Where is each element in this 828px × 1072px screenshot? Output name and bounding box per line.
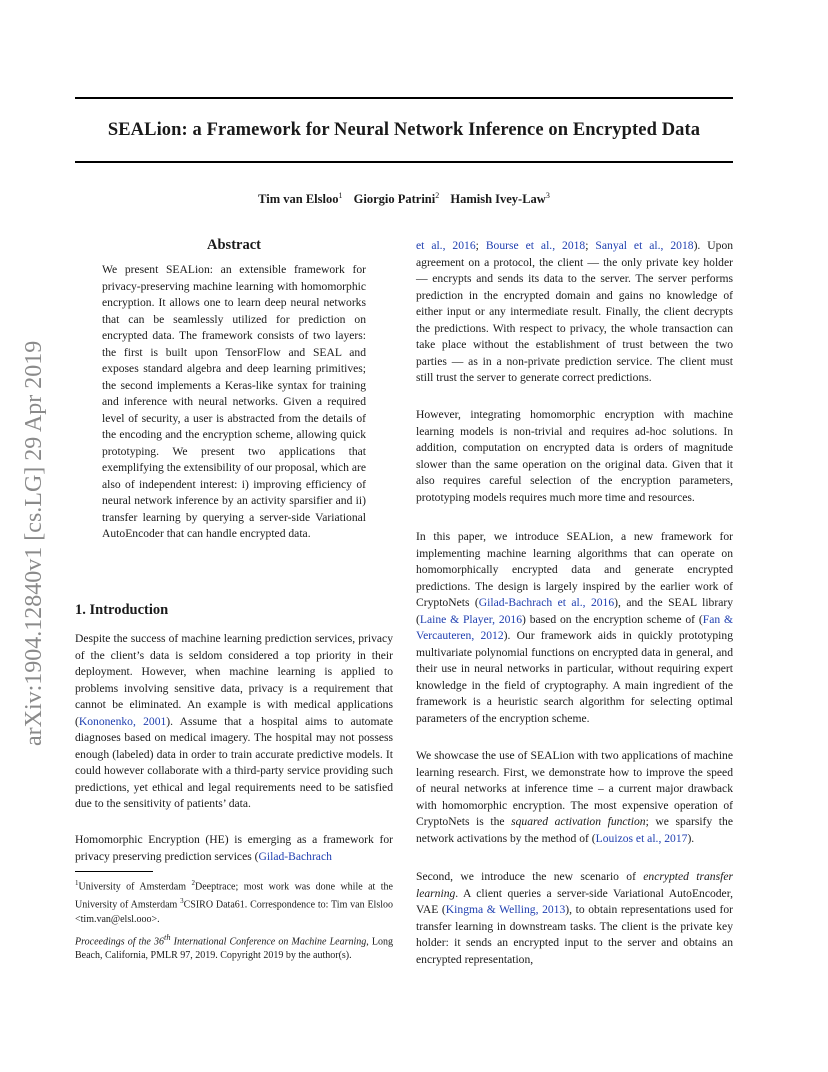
title-bottom-rule — [75, 161, 733, 163]
citation-link[interactable]: Kononenko, 2001 — [78, 714, 167, 728]
author-2: Giorgio Patrini$^2$ — [353, 191, 440, 206]
citation-link[interactable]: Kingma & Welling, 2013 — [445, 903, 566, 916]
arxiv-stamp: arXiv:1904.12840v1 [cs.LG] 29 Apr 2019 — [21, 340, 47, 746]
citation-link[interactable]: Sanyal et al., 2018 — [595, 239, 694, 252]
citation-link[interactable]: Laine & Player, 2016 — [419, 612, 523, 626]
intro-paragraph-2: Homomorphic Encryption (HE) is emerging as a framework for privacy preserving prediction services (Gilad-Bachrach — [75, 833, 393, 863]
citation-link[interactable]: et al., 2016 — [416, 239, 476, 252]
author-3: Hamish Ivey-Law$^3$ — [450, 191, 550, 206]
intro-paragraph-1: Despite the success of machine learning prediction services, privacy of the client’s data is seldom considered a top priority in their deployment. However, when machine learning is applied to problems involving sensitive data, privacy is a requirement that cannot be eliminated. An example is with medical applications (Kononenko, 2001). Assume that a hospital aims to automate diagnoses based on medical imagery. The hospital may not possess enough (labeled) data in order to train accurate predictive models. It could however collaborate with a third-party service providing such predictions, yet ethical and legal requirements need to be satisfied due to the sensitivity of patients’ data. — [75, 632, 393, 810]
affiliation-footnote: $^1$University of Amsterdam $^2$Deeptrace; most work was done while at the University of Amsterdam $^3$CSIRO Data61. Correspondence to: Tim van Elsloo <tim.van@elsl.ooo>. — [75, 879, 393, 925]
right-paragraph-2: However, integrating homomorphic encryption with machine learning models is non-trivial and requires ad-hoc solutions. In addition, computation on encrypted data is orders of magnitude slower than the same operation on the original data. Given that it also requires careful selection of the encryption parameters, prototyping models requires much more time and resources. — [416, 408, 733, 504]
right-paragraph-4: We showcase the use of SEALion with two applications of machine learning research. First, we demonstrate how to improve the speed of neural networks at inference time – a current major drawback with homomorphic encryption. The most expensive operation of CryptoNets is the squared activation function; we sparsify the network activations by the method of (Louizos et al., 2017). — [416, 749, 733, 845]
right-paragraph-5: Second, we introduce the new scenario of encrypted transfer learning. A client queries a server-side Variational AutoEncoder, VAE (Kingma & Welling, 2013), to obtain representations used for transfer learning in downstream tasks. The client is the private key holder: it sends an encrypted input to the server and obtains an encrypted representation, — [416, 870, 734, 966]
introduction-heading: 1. Introduction — [75, 602, 169, 618]
citation-link[interactable]: Fan & Vercauteren, 2012 — [416, 612, 733, 642]
citation-link[interactable]: Bourse et al., 2018 — [485, 239, 586, 252]
author-1: Tim van Elsloo$^1$ — [258, 191, 343, 206]
right-paragraph-3: In this paper, we introduce SEALion, a new framework for implementing machine learning algorithms that can operate on homomorphically encrypted data and generate encrypted predictions. The design is largely inspired by the earlier work of CryptoNets (Gilad-Bachrach et al., 2016), and the SEAL library (Laine & Player, 2016) based on the encryption scheme of (Fan & Vercauteren, 2012). Our framework aids in quickly prototyping multivariate polynomial functions on encrypted data in general, and their use in neural networks in particular, without requiring expert knowledge in the field of cryptography. A main ingredient of the framework is a heuristic search algorithm for selecting optimal parameters of the encryption scheme. — [416, 530, 733, 725]
abstract-text: We present SEALion: an extensible framework for privacy-preserving machine learning with homomorphic encryption. It allows one to learn deep neural networks that can be seamlessly utilized for prediction on encrypted data. The framework consists of two layers: the first is built upon TensorFlow and SEAL and exposes standard algebra and deep learning primitives; the second implements a Keras-like syntax for training and inference with neural networks. Given a required level of security, a user is abstracted from the details of the encoding and the encryption scheme, allowing quick prototyping. We present two applications that exemplifying the extensibility of our proposal, which are also of independent interest: i) improving efficiency of neural network inference by an activity sparsifier and ii) transfer learning by querying a server-side Variational AutoEncoder that can handle encrypted data. — [102, 263, 367, 540]
citation-link[interactable]: Louizos et al., 2017 — [595, 831, 688, 845]
citation-link[interactable]: Gilad-Bachrach et al., 2016 — [478, 596, 615, 609]
author-list — [75, 191, 733, 207]
proceedings-note: Proceedings of the 36th International Conference on Machine Learning, Long Beach, California, PMLR 97, 2019. Copyright 2019 by the author(s). — [75, 933, 394, 962]
footnote-rule — [75, 871, 153, 872]
right-paragraph-1: et al., 2016; Bourse et al., 2018; Sanyal et al., 2018). Upon agreement on a protocol, the client — the only private key holder — encrypts and sends its data to the server. The server performs prediction in the encrypted domain and gains no knowledge of either input or any intermediate result. Finally, the client decrypts the predictions. With respect to privacy, the whole transaction can take place without the establishment of trust between the two parties — as in a non-private prediction service. The client must still trust the server to generate correct predictions. — [416, 239, 734, 384]
abstract-heading: Abstract — [207, 237, 261, 253]
top-rule — [75, 97, 733, 99]
paper-title: SEALion: a Framework for Neural Network Inference on Encrypted Data — [107, 120, 701, 140]
citation-link[interactable]: Gilad-Bachrach — [258, 849, 332, 863]
